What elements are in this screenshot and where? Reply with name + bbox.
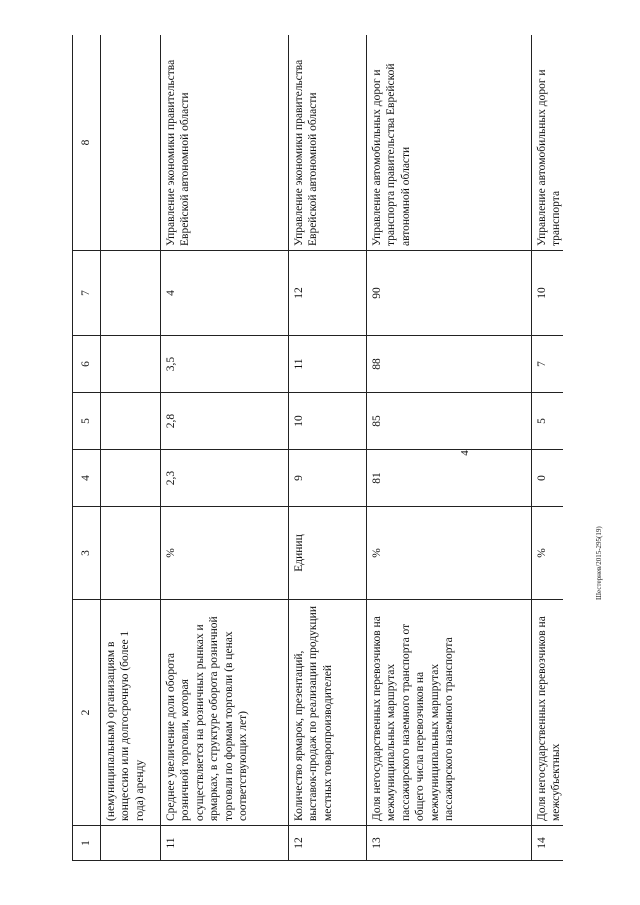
header-cell: 5 [73, 393, 101, 450]
value-cell: 90 [367, 251, 532, 336]
value-cell: 10 [289, 393, 367, 450]
indicator-name: Доля негосударственных перевозчиков на межмуниципальных маршрутах пассажирского наземного транспорта от общего числа перевозчиков на межмуниципальных маршрутах пассажирского наземного транспорта [367, 600, 532, 826]
unit-cell [101, 507, 161, 600]
header-cell: 1 [73, 826, 101, 861]
value-cell [101, 336, 161, 393]
header-cell: 7 [73, 251, 101, 336]
row-number: 12 [289, 826, 367, 861]
table-row [161, 35, 289, 861]
rotated-page [72, 35, 563, 861]
header-cell: 3 [73, 507, 101, 600]
value-cell: 12 [289, 251, 367, 336]
row-number: 14 [532, 826, 564, 861]
row-number: 13 [367, 826, 532, 861]
value-cell: 85 [367, 393, 532, 450]
table-header-row [73, 35, 101, 861]
value-cell: 7 [532, 336, 564, 393]
document-code: Шестернев/2015-295(19) [595, 526, 603, 600]
responsible-cell: Управление экономики правительства Еврейской автономной области [161, 35, 289, 251]
row-number: 11 [161, 826, 289, 861]
value-cell: 11 [289, 336, 367, 393]
value-cell: 4 [161, 251, 289, 336]
responsible-cell [101, 35, 161, 251]
table-row [289, 35, 367, 861]
header-cell: 8 [73, 35, 101, 251]
value-cell: 2,8 [161, 393, 289, 450]
table-row [532, 35, 564, 861]
responsible-cell: Управление автомобильных дорог и транспорта [532, 35, 564, 251]
table-row [367, 35, 532, 861]
value-cell: 88 [367, 336, 532, 393]
value-cell: 2,3 [161, 450, 289, 507]
indicator-name: Количество ярмарок, презентаций, выставок-продаж по реализации продукции местных товаропроизводителей [289, 600, 367, 826]
value-cell [101, 450, 161, 507]
header-cell: 4 [73, 450, 101, 507]
value-cell [101, 393, 161, 450]
indicators-table [72, 35, 563, 861]
unit-cell: % [367, 507, 532, 600]
value-cell: 9 [289, 450, 367, 507]
unit-cell: % [532, 507, 564, 600]
value-cell: 10 [532, 251, 564, 336]
row-number [101, 826, 161, 861]
value-cell: 3,5 [161, 336, 289, 393]
unit-cell: % [161, 507, 289, 600]
table-row [101, 35, 161, 861]
header-cell: 2 [73, 600, 101, 826]
responsible-cell: Управление автомобильных дорог и транспорта правительства Еврейской автономной области [367, 35, 532, 251]
unit-cell: Единиц [289, 507, 367, 600]
value-cell: 0 [532, 450, 564, 507]
value-cell [101, 251, 161, 336]
indicator-name: (немуниципальным) организациям в концессию или долгосрочную (более 1 года) аренду [101, 600, 161, 826]
header-cell: 6 [73, 336, 101, 393]
indicator-name: Среднее увеличение доли оборота розничной торговли, которая осуществляется на розничных рынках и ярмарках, в структуре оборота розничной торговли по формам торговли (в ценах соответствующих лет) [161, 600, 289, 826]
value-cell: 81 [367, 450, 532, 507]
value-cell: 5 [532, 393, 564, 450]
responsible-cell: Управление экономики правительства Еврейской автономной области [289, 35, 367, 251]
page-number: 4 [458, 450, 471, 456]
indicator-name: Доля негосударственных перевозчиков на межсубъектных [532, 600, 564, 826]
